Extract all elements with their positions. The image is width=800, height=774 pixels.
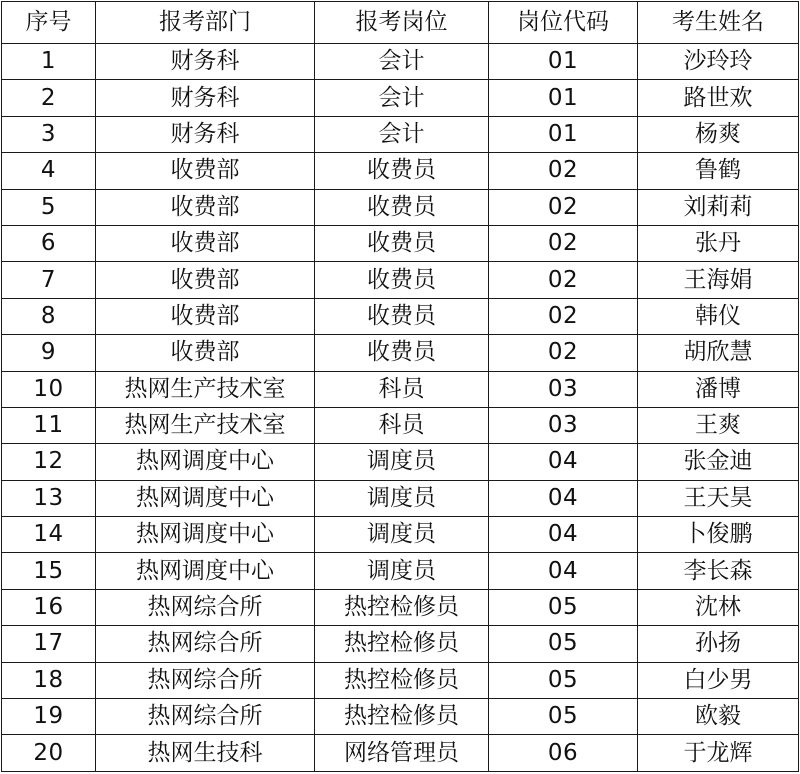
header-position: 报考岗位 xyxy=(315,2,489,44)
table-row xyxy=(2,44,799,80)
cell-position: 收费员 xyxy=(315,262,489,298)
cell-candidate-name: 王海娟 xyxy=(638,262,799,298)
table-row xyxy=(2,735,799,771)
cell-position: 会计 xyxy=(315,80,489,116)
table-row xyxy=(2,407,799,443)
cell-candidate-name: 卜俊鹏 xyxy=(638,517,799,553)
cell-department: 收费部 xyxy=(96,225,315,261)
table-row xyxy=(2,116,799,152)
cell-serial-number: 17 xyxy=(2,626,96,662)
cell-department: 收费部 xyxy=(96,298,315,334)
header-department: 报考部门 xyxy=(96,2,315,44)
table-row xyxy=(2,589,799,625)
cell-serial-number: 11 xyxy=(2,407,96,443)
cell-department: 财务科 xyxy=(96,80,315,116)
cell-serial-number: 7 xyxy=(2,262,96,298)
table-header xyxy=(2,2,799,44)
cell-position: 收费员 xyxy=(315,225,489,261)
cell-department: 热网生产技术室 xyxy=(96,407,315,443)
cell-serial-number: 9 xyxy=(2,335,96,371)
cell-position-code: 02 xyxy=(489,262,638,298)
cell-candidate-name: 孙扬 xyxy=(638,626,799,662)
cell-position: 收费员 xyxy=(315,189,489,225)
cell-serial-number: 2 xyxy=(2,80,96,116)
cell-candidate-name: 胡欣慧 xyxy=(638,335,799,371)
cell-position: 热控检修员 xyxy=(315,589,489,625)
header-serial-number: 序号 xyxy=(2,2,96,44)
cell-position-code: 05 xyxy=(489,589,638,625)
cell-position-code: 06 xyxy=(489,735,638,771)
cell-serial-number: 13 xyxy=(2,480,96,516)
cell-department: 热网生技科 xyxy=(96,735,315,771)
cell-position-code: 01 xyxy=(489,80,638,116)
cell-candidate-name: 路世欢 xyxy=(638,80,799,116)
cell-position-code: 04 xyxy=(489,517,638,553)
cell-department: 热网综合所 xyxy=(96,699,315,735)
cell-candidate-name: 欧毅 xyxy=(638,699,799,735)
cell-serial-number: 14 xyxy=(2,517,96,553)
cell-serial-number: 15 xyxy=(2,553,96,589)
cell-candidate-name: 潘博 xyxy=(638,371,799,407)
cell-serial-number: 8 xyxy=(2,298,96,334)
cell-position: 热控检修员 xyxy=(315,626,489,662)
cell-department: 收费部 xyxy=(96,335,315,371)
cell-position: 调度员 xyxy=(315,517,489,553)
cell-position: 调度员 xyxy=(315,553,489,589)
cell-position-code: 02 xyxy=(489,189,638,225)
cell-candidate-name: 张金迪 xyxy=(638,444,799,480)
cell-position: 收费员 xyxy=(315,153,489,189)
cell-position-code: 01 xyxy=(489,116,638,152)
cell-serial-number: 16 xyxy=(2,589,96,625)
cell-position: 网络管理员 xyxy=(315,735,489,771)
table-row xyxy=(2,553,799,589)
table-row xyxy=(2,153,799,189)
cell-department: 收费部 xyxy=(96,189,315,225)
table-row xyxy=(2,444,799,480)
cell-serial-number: 20 xyxy=(2,735,96,771)
cell-department: 热网调度中心 xyxy=(96,553,315,589)
cell-position: 热控检修员 xyxy=(315,662,489,698)
cell-serial-number: 6 xyxy=(2,225,96,261)
cell-candidate-name: 沈林 xyxy=(638,589,799,625)
cell-position-code: 04 xyxy=(489,444,638,480)
cell-position-code: 05 xyxy=(489,662,638,698)
cell-candidate-name: 鲁鹤 xyxy=(638,153,799,189)
cell-serial-number: 12 xyxy=(2,444,96,480)
cell-department: 热网综合所 xyxy=(96,662,315,698)
table-body xyxy=(2,44,799,772)
cell-department: 热网调度中心 xyxy=(96,517,315,553)
cell-position-code: 04 xyxy=(489,553,638,589)
cell-serial-number: 19 xyxy=(2,699,96,735)
table-row xyxy=(2,626,799,662)
cell-candidate-name: 于龙辉 xyxy=(638,735,799,771)
cell-position: 科员 xyxy=(315,371,489,407)
cell-department: 财务科 xyxy=(96,116,315,152)
table-row xyxy=(2,80,799,116)
cell-position-code: 02 xyxy=(489,153,638,189)
cell-position-code: 02 xyxy=(489,335,638,371)
header-position-code: 岗位代码 xyxy=(489,2,638,44)
cell-serial-number: 5 xyxy=(2,189,96,225)
table-row xyxy=(2,335,799,371)
cell-position-code: 05 xyxy=(489,626,638,662)
cell-candidate-name: 王天昊 xyxy=(638,480,799,516)
cell-serial-number: 1 xyxy=(2,44,96,80)
header-row xyxy=(2,2,799,44)
cell-department: 热网生产技术室 xyxy=(96,371,315,407)
cell-department: 收费部 xyxy=(96,153,315,189)
cell-position-code: 01 xyxy=(489,44,638,80)
cell-serial-number: 10 xyxy=(2,371,96,407)
cell-candidate-name: 张丹 xyxy=(638,225,799,261)
cell-position: 热控检修员 xyxy=(315,699,489,735)
table-row xyxy=(2,189,799,225)
cell-department: 财务科 xyxy=(96,44,315,80)
cell-position-code: 02 xyxy=(489,298,638,334)
table-row xyxy=(2,371,799,407)
cell-position-code: 03 xyxy=(489,371,638,407)
cell-department: 热网调度中心 xyxy=(96,480,315,516)
cell-candidate-name: 韩仪 xyxy=(638,298,799,334)
table-row xyxy=(2,225,799,261)
cell-position: 收费员 xyxy=(315,298,489,334)
cell-candidate-name: 白少男 xyxy=(638,662,799,698)
candidate-table xyxy=(1,1,799,772)
table-row xyxy=(2,699,799,735)
table-row xyxy=(2,662,799,698)
table-row xyxy=(2,298,799,334)
cell-position: 科员 xyxy=(315,407,489,443)
cell-position-code: 02 xyxy=(489,225,638,261)
cell-candidate-name: 李长森 xyxy=(638,553,799,589)
cell-department: 热网综合所 xyxy=(96,626,315,662)
cell-serial-number: 4 xyxy=(2,153,96,189)
cell-position: 调度员 xyxy=(315,444,489,480)
cell-department: 热网综合所 xyxy=(96,589,315,625)
cell-serial-number: 18 xyxy=(2,662,96,698)
cell-candidate-name: 刘莉莉 xyxy=(638,189,799,225)
cell-candidate-name: 杨爽 xyxy=(638,116,799,152)
table-row xyxy=(2,517,799,553)
cell-department: 热网调度中心 xyxy=(96,444,315,480)
cell-position-code: 05 xyxy=(489,699,638,735)
cell-position: 收费员 xyxy=(315,335,489,371)
cell-position: 会计 xyxy=(315,116,489,152)
cell-position: 调度员 xyxy=(315,480,489,516)
cell-position: 会计 xyxy=(315,44,489,80)
cell-serial-number: 3 xyxy=(2,116,96,152)
cell-position-code: 04 xyxy=(489,480,638,516)
cell-position-code: 03 xyxy=(489,407,638,443)
header-candidate-name: 考生姓名 xyxy=(638,2,799,44)
cell-candidate-name: 王爽 xyxy=(638,407,799,443)
cell-department: 收费部 xyxy=(96,262,315,298)
table-row xyxy=(2,480,799,516)
table-row xyxy=(2,262,799,298)
cell-candidate-name: 沙玲玲 xyxy=(638,44,799,80)
